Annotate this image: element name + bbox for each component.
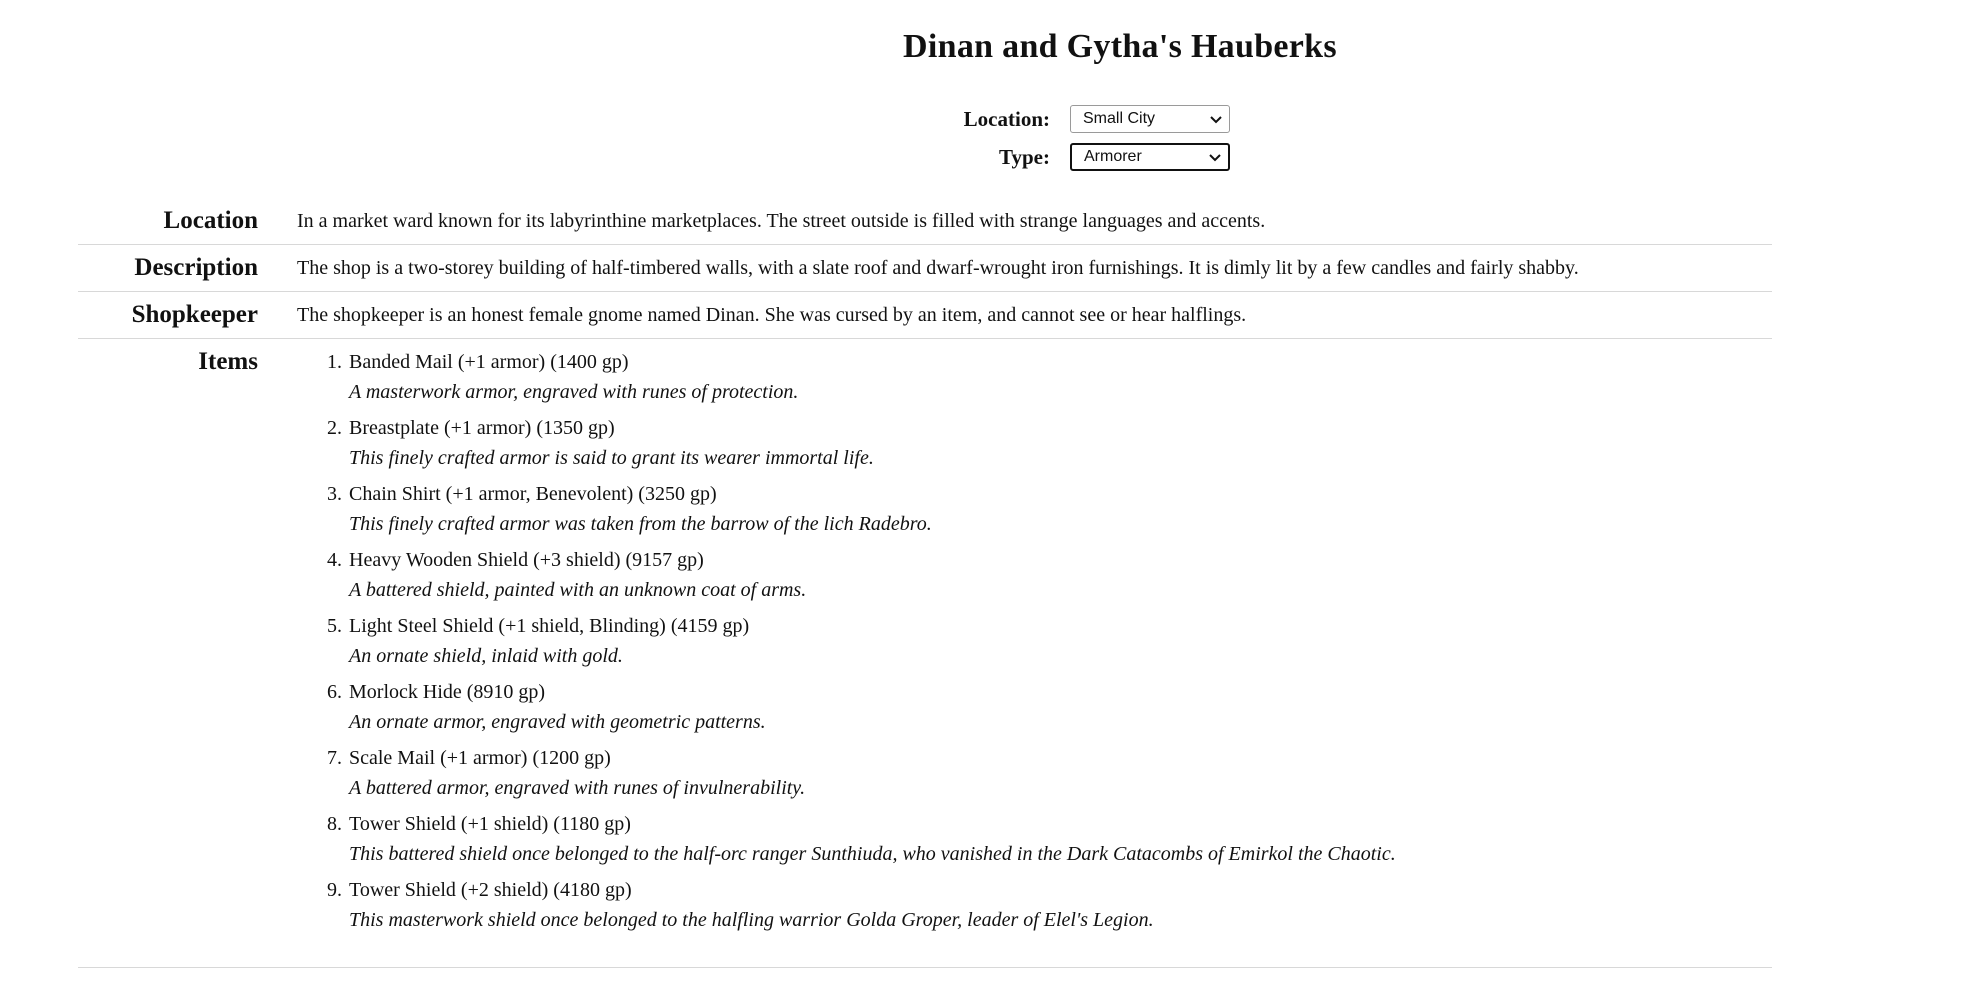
- list-item: [347, 413, 1396, 473]
- items-list: [296, 347, 1396, 941]
- section-label: Shopkeeper: [131, 301, 258, 328]
- location-select-value: Small City: [1083, 110, 1156, 127]
- item-name: 4. Heavy Wooden Shield (+3 shield) (9157 gp): [349, 549, 704, 571]
- list-item: [347, 677, 1396, 737]
- list-item: [347, 743, 1396, 803]
- item-name: 2. Breastplate (+1 armor) (1350 gp): [349, 417, 615, 439]
- generator-form: [900, 100, 1260, 176]
- section-label: Items: [198, 348, 258, 375]
- location-select[interactable]: [1070, 105, 1230, 133]
- item-name: 7. Scale Mail (+1 armor) (1200 gp): [349, 747, 611, 769]
- item-description: This battered shield once belonged to the half-orc ranger Sunthiuda, who vanished in the Dark Catacombs of Emirkol the Chaotic.: [349, 843, 1396, 865]
- item-description: An ornate shield, inlaid with gold.: [349, 645, 623, 667]
- shopkeeper-section: [78, 292, 1772, 339]
- list-item: [347, 479, 1396, 539]
- list-item: [347, 875, 1396, 935]
- section-label: Description: [134, 254, 258, 281]
- location-row: [900, 100, 1260, 138]
- description-text: The shop is a two-storey building of half-timbered walls, with a slate roof and dwarf-wrought iron furnishings. It is dimly lit by a few candles and fairly shabby.: [297, 257, 1579, 279]
- item-name: 5. Light Steel Shield (+1 shield, Blinding) (4159 gp): [349, 615, 750, 637]
- item-name: 8. Tower Shield (+1 shield) (1180 gp): [349, 813, 631, 835]
- type-select[interactable]: [1070, 143, 1230, 171]
- item-description: An ornate armor, engraved with geometric patterns.: [349, 711, 766, 733]
- list-item: [347, 611, 1396, 671]
- location-text: In a market ward known for its labyrinthine marketplaces. The street outside is filled with strange languages and accents.: [297, 210, 1266, 232]
- shopkeeper-text: The shopkeeper is an honest female gnome named Dinan. She was cursed by an item, and cannot see or hear halflings.: [297, 304, 1247, 326]
- item-name: 3. Chain Shirt (+1 armor, Benevolent) (3250 gp): [349, 483, 717, 505]
- item-description: A battered shield, painted with an unknown coat of arms.: [349, 579, 807, 601]
- location-select-label: Location:: [963, 106, 1050, 131]
- item-description: A battered armor, engraved with runes of invulnerability.: [349, 777, 806, 799]
- item-description: A masterwork armor, engraved with runes of protection.: [349, 381, 799, 403]
- page-title: Dinan and Gytha's Hauberks: [903, 28, 1337, 65]
- chevron-down-icon: [1209, 112, 1223, 126]
- list-item: [347, 347, 1396, 407]
- type-select-label: Type:: [999, 144, 1050, 169]
- list-item: [347, 809, 1396, 869]
- item-description: This finely crafted armor was taken from the barrow of the lich Radebro.: [349, 513, 932, 535]
- location-section: [78, 198, 1772, 245]
- item-description: This finely crafted armor is said to grant its wearer immortal life.: [349, 447, 874, 469]
- item-name: 1. Banded Mail (+1 armor) (1400 gp): [349, 351, 629, 373]
- chevron-down-icon: [1208, 150, 1222, 164]
- items-section: [78, 339, 1772, 968]
- item-name: 9. Tower Shield (+2 shield) (4180 gp): [349, 879, 632, 901]
- type-row: [900, 138, 1260, 176]
- type-select-value: Armorer: [1084, 148, 1142, 165]
- description-section: [78, 245, 1772, 292]
- section-label: Location: [163, 207, 258, 234]
- item-description: This masterwork shield once belonged to the halfling warrior Golda Groper, leader of Elel's Legion.: [349, 909, 1154, 931]
- shop-details-table: [78, 198, 1772, 968]
- item-name: 6. Morlock Hide (8910 gp): [349, 681, 546, 703]
- list-item: [347, 545, 1396, 605]
